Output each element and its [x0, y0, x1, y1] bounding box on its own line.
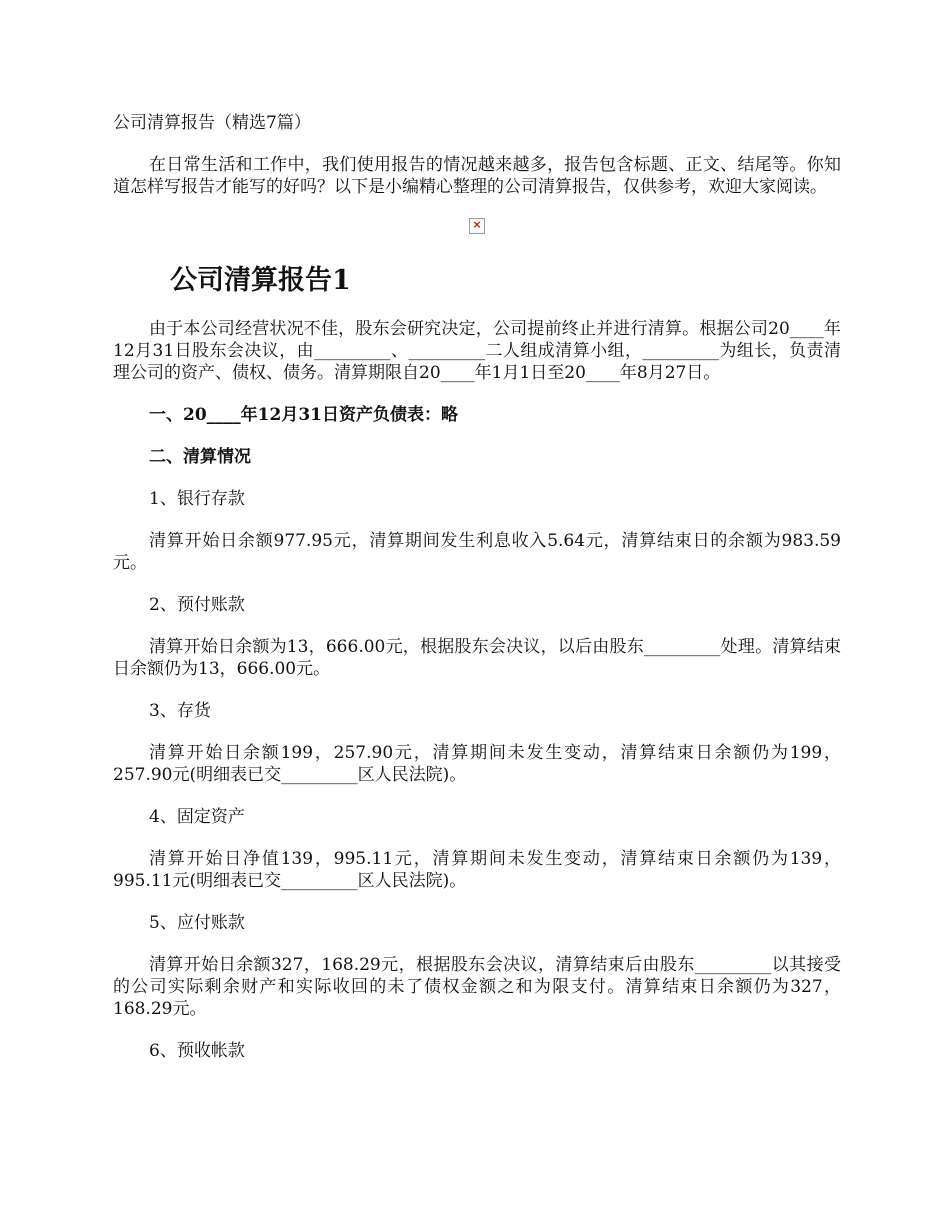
item-label-advance-receipts: 6、预收帐款: [149, 1041, 245, 1061]
broken-image-mark: ×: [472, 218, 482, 231]
item-label-fixed-assets: 4、固定资产: [149, 807, 245, 827]
subheading-liquidation-status: 二、清算情况: [149, 447, 251, 467]
item-text-accounts-payable: 清算开始日余额327，168.29元，根据股东会决议，清算结束后由股东_________以其接受的公司实际剩余财产和实际收回的未了债权金额之和为限支付。清算结束日余额仍为327，168.29元。: [113, 955, 841, 1019]
document-page: [113, 112, 841, 1082]
item-text-prepaid: 清算开始日余额为13，666.00元，根据股东会决议，以后由股东_________处理。清算结束日余额仍为13，666.00元。: [113, 637, 841, 679]
section-heading: 公司清算报告1: [170, 265, 351, 296]
item-text-inventory: 清算开始日余额199，257.90元，清算期间未发生变动，清算结束日余额仍为199，257.90元(明细表已交_________区人民法院)。: [113, 743, 841, 785]
item-label-bank-deposit: 1、银行存款: [149, 489, 245, 509]
section-paragraph: 由于本公司经营状况不佳，股东会研究决定，公司提前终止并进行清算。根据公司20____年12月31日股东会决议，由_________、_________二人组成清算小组，_________为组长，负责清理公司的资产、债权、债务。清算期限自20____年1月1日至20____年8月27日。: [113, 319, 841, 383]
item-label-accounts-payable: 5、应付账款: [149, 913, 245, 933]
subheading-balance-sheet: 一、20____年12月31日资产负债表：略: [149, 405, 458, 425]
item-text-bank-deposit: 清算开始日余额977.95元，清算期间发生利息收入5.64元，清算结束日的余额为983.59元。: [113, 531, 841, 573]
item-label-prepaid: 2、预付账款: [149, 595, 245, 615]
document-title: 公司清算报告（精选7篇）: [113, 113, 311, 133]
intro-paragraph: 在日常生活和工作中，我们使用报告的情况越来越多，报告包含标题、正文、结尾等。你知道怎样写报告才能写的好吗？以下是小编精心整理的公司清算报告，仅供参考，欢迎大家阅读。: [113, 155, 841, 197]
broken-image-icon: [469, 218, 485, 234]
item-text-fixed-assets: 清算开始日净值139，995.11元，清算期间未发生变动，清算结束日余额仍为139，995.11元(明细表已交_________区人民法院)。: [113, 849, 841, 891]
item-label-inventory: 3、存货: [149, 701, 211, 721]
